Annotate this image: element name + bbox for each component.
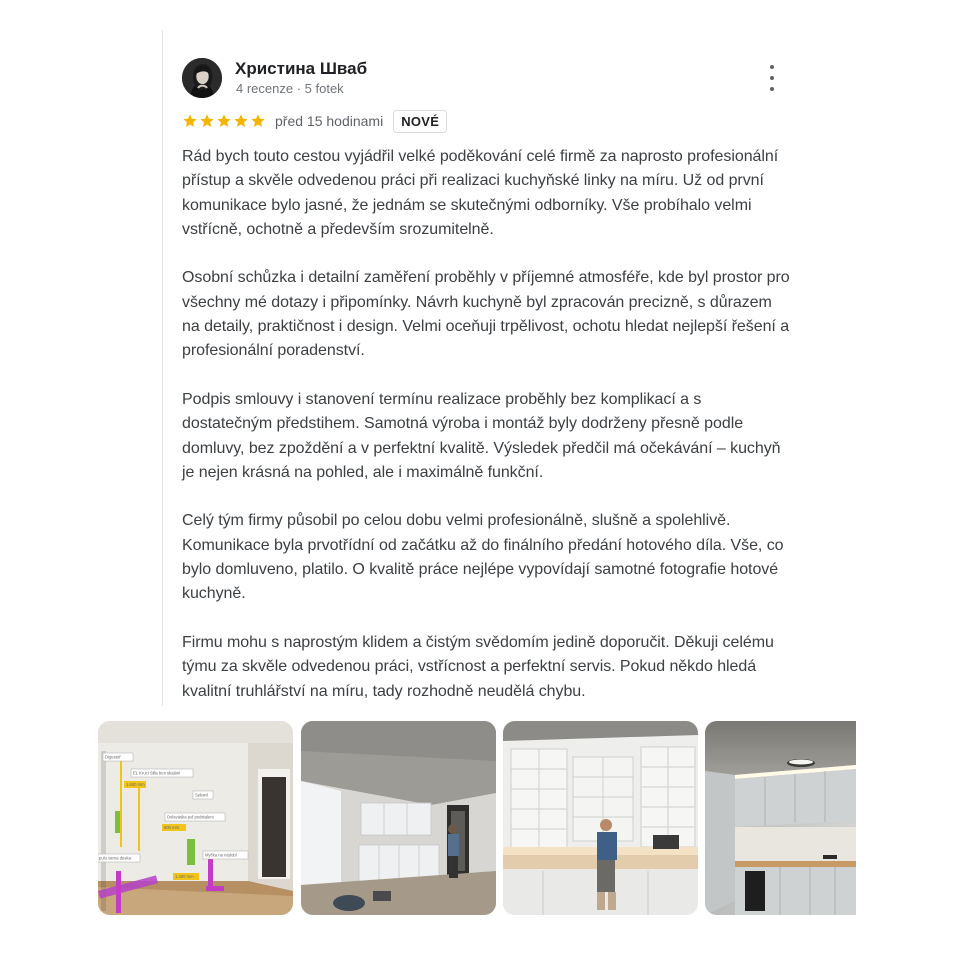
review-photo-installation[interactable]: [301, 721, 496, 915]
avatar[interactable]: [182, 58, 222, 98]
svg-text:Myčka na nádobí: Myčka na nádobí: [205, 852, 237, 858]
review-paragraph: Osobní schůzka i detailní zaměření proběhly v příjemné atmosféře, kde byl prostor pro všechny mé dotazy i připomínky. Návrh kuchyně byl zpracován precizně, s důrazem na detaily, praktičnost i design. Velmi oceňuji trpělivost, ochotu hledat nejlepší řešení a profesionální poradenství.: [182, 269, 790, 360]
review-paragraph: Firmu mohu s naprostým klidem a čistým svědomím jedině doporučit. Děkuji celému týmu za skvěle odvedenou práci, vstřícnost a perfektní servis. Pokud někdo hledá kvalitní truhlářství na míru, tady rozhodně neudělá chybu.: [182, 633, 774, 700]
more-options-icon[interactable]: [764, 65, 780, 91]
svg-text:Dolavaska jed podstaleni: Dolavaska jed podstaleni: [167, 814, 214, 820]
reviewer-name[interactable]: Христина Шваб: [235, 59, 368, 78]
star-icon: [216, 113, 232, 129]
svg-text:EL Kruci Silla ben skaláni: EL Kruci Silla ben skaláni: [133, 770, 181, 776]
review-photo-worker[interactable]: [503, 721, 698, 915]
rating-row: [182, 108, 447, 134]
review-paragraph: Celý tým firmy působil po celou dobu velmi profesionálně, slušně a spolehlivě. Komunikace byla prvotřídní od začátku až do finálního předání hotového díla. Vše, co bylo domluveno, platilo. O kvalitě práce nejlépe vypovídají samotné fotografie hotové kuchyně.: [182, 512, 784, 603]
review-header: [182, 58, 782, 100]
reviewer-meta: 4 recenze · 5 fotek: [236, 81, 344, 96]
star-rating: [182, 113, 266, 129]
svg-text:Sekaní: Sekaní: [195, 792, 209, 798]
review-paragraph: Podpis smlouvy i stanovení termínu realizace proběhly bez komplikací a s dostatečným předstihem. Samotná výroba i montáž byly dodrženy přesně podle domluvy, bez zpoždění a v perfektní kvalitě. Výsledek předčil má očekávání – kuchyň je nejen krásná na pohled, ale i maximálně funkční.: [182, 390, 781, 481]
svg-text:Digestoř: Digestoř: [105, 754, 121, 760]
star-icon: [199, 113, 215, 129]
divider: [162, 30, 163, 706]
review-paragraph: Rád bych touto cestou vyjádřil velké poděkování celé firmě za naprosto profesionální přístup a skvěle odvedenou práci při realizaci kuchyňské linky na míru. Už od první komunikace bylo jasné, že jednám se skutečnými odborníky. Vše probíhalo velmi vstřícně, ochotně a především srozumitelně.: [182, 148, 779, 238]
svg-text:800 mm: 800 mm: [164, 825, 180, 830]
svg-text:pulo.varna deska: pulo.varna deska: [99, 855, 131, 861]
star-icon: [250, 113, 266, 129]
star-icon: [182, 113, 198, 129]
review-photo-floorplan[interactable]: [98, 721, 293, 915]
review-text: [182, 145, 792, 728]
svg-text:1.600 mm: 1.600 mm: [126, 782, 145, 787]
new-badge: NOVÉ: [393, 110, 447, 133]
review-time: před 15 hodinami: [275, 113, 384, 129]
review-photo-finished-kitchen[interactable]: [705, 721, 856, 915]
svg-text:1.400 mm: 1.400 mm: [175, 874, 194, 879]
star-icon: [233, 113, 249, 129]
